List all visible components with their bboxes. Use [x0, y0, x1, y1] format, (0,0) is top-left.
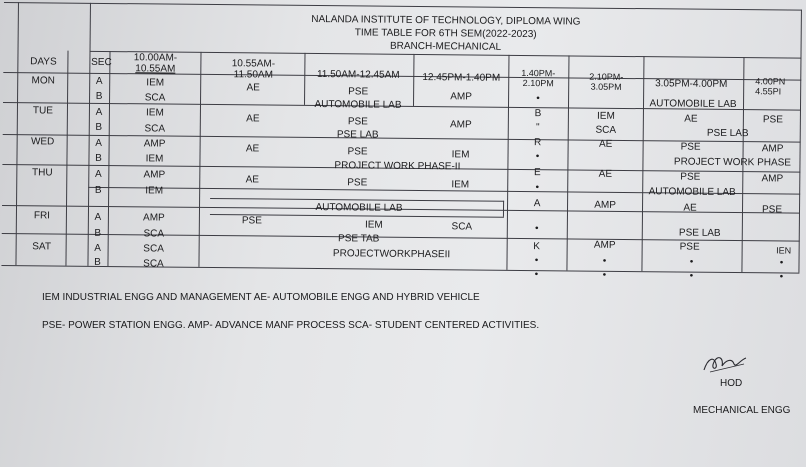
- cell: PSE: [680, 171, 701, 183]
- cell: PROJECTWORKPHASEII: [332, 248, 451, 261]
- day-thu: THU: [32, 167, 53, 179]
- col-t3: 11.50AM-12.45AM: [316, 69, 400, 81]
- cell: PSE: [679, 241, 700, 253]
- dept-label: MECHANICAL ENGG: [693, 405, 791, 416]
- sec-b: B: [94, 184, 102, 196]
- col-t6-end: 3.05PM: [590, 81, 622, 92]
- cell: AMP: [143, 138, 166, 150]
- legend-line: IEM INDUSTRIAL ENGG AND MANAGEMENT AE- AUTOMOBILE ENGG AND HYBRID VEHICLE: [42, 292, 480, 303]
- col-sec: SEC: [91, 56, 112, 69]
- signature-scribble: [700, 350, 760, 374]
- cell: IEM: [145, 107, 164, 119]
- day-wed: WED: [30, 136, 55, 148]
- day-sat: SAT: [32, 241, 52, 253]
- grid-line: [4, 2, 802, 11]
- cell: PSE: [761, 204, 783, 216]
- cell: AE: [683, 202, 697, 214]
- cell: AMP: [450, 91, 472, 103]
- cell: AE: [598, 138, 613, 150]
- cell: IEM: [146, 77, 165, 89]
- timetable: [1, 0, 802, 288]
- cell: AE: [246, 113, 260, 125]
- cell: AUTOMOBILE LAB: [315, 201, 403, 214]
- cell: K: [533, 241, 541, 253]
- col-days: DAYS: [30, 56, 57, 68]
- cell: AE: [245, 174, 260, 186]
- cell: R: [533, 137, 542, 149]
- col-t2-start: 10.55AM-: [231, 58, 276, 70]
- cell: PROJECT WORK PHASE: [673, 156, 792, 169]
- cell: PSE: [347, 146, 368, 158]
- cell: AE: [246, 82, 260, 94]
- sec-a: A: [95, 106, 103, 118]
- cell: •: [602, 255, 607, 267]
- col-t2-end: 11.50AM: [233, 69, 273, 81]
- cell: PROJECT WORK PHASE-II: [334, 160, 461, 173]
- day-fri: FRI: [33, 210, 51, 222]
- col-t8-start: 4.00PN: [755, 76, 786, 87]
- cell: AMP: [143, 169, 166, 181]
- cell: E: [533, 167, 541, 179]
- sec-a: A: [94, 211, 102, 223]
- sec-a: A: [95, 137, 103, 149]
- day-mon: MON: [31, 75, 55, 87]
- sec-b: B: [95, 121, 103, 133]
- cell: PSE: [241, 215, 262, 227]
- cell: SCA: [143, 228, 165, 240]
- cell: SCA: [144, 123, 166, 135]
- cell: ": [535, 122, 540, 134]
- cell: •: [535, 182, 540, 194]
- sec-a: A: [94, 242, 102, 254]
- branch-name: BRANCH-MECHANICAL: [389, 40, 502, 53]
- col-t5-start: 1.40PM-: [521, 67, 556, 79]
- cell: AUTOMOBILE LAB: [314, 98, 402, 111]
- cell: IEM: [364, 219, 383, 231]
- cell: AE: [598, 168, 613, 180]
- cell: PSE LAB: [678, 227, 721, 239]
- cell: •: [535, 223, 539, 235]
- cell: IEM: [451, 149, 470, 161]
- grid-line: [798, 10, 802, 273]
- cell: IEM: [596, 110, 615, 122]
- cell: AMP: [594, 199, 616, 211]
- cell: •: [534, 255, 539, 267]
- sec-b: B: [95, 90, 103, 102]
- col-t8-end: 4.55PI: [755, 86, 782, 97]
- sec-a: A: [94, 168, 102, 180]
- cell: •: [779, 271, 784, 283]
- cell: PSE: [348, 86, 369, 98]
- col-t1-start: 10.00AM-: [133, 52, 178, 64]
- sec-b: B: [95, 152, 102, 164]
- cell: •: [536, 93, 540, 105]
- cell: •: [779, 257, 784, 269]
- legend-line: PSE- POWER STATION ENGG. AMP- ADVANCE MANF PROCESS SCA- STUDENT CENTERED ACTIVITIES.: [42, 320, 540, 331]
- cell: IEM: [451, 179, 470, 191]
- cell: SCA: [595, 124, 617, 136]
- cell: AMP: [143, 212, 165, 224]
- col-t4: 12.45PM-1.40PM: [422, 72, 501, 84]
- cell: PSE LAB: [706, 127, 749, 140]
- grid-line: [304, 53, 305, 105]
- day-tue: TUE: [32, 105, 53, 117]
- cell: IEM: [145, 185, 164, 197]
- cell: •: [534, 269, 539, 281]
- cell: AE: [245, 143, 260, 155]
- timetable-title: TIME TABLE FOR 6TH SEM(2022-2023): [354, 27, 537, 41]
- cell: AMP: [593, 239, 616, 251]
- cell: AE: [684, 113, 698, 125]
- cell: SCA: [144, 92, 166, 104]
- cell: A: [533, 198, 541, 210]
- cell: •: [689, 270, 694, 282]
- box-line: [210, 198, 504, 202]
- cell: PSE: [680, 141, 701, 153]
- cell: PSE LAB: [336, 129, 379, 141]
- cell: PSE TAB: [338, 233, 380, 245]
- cell: AUTOMOBILE LAB: [648, 186, 736, 199]
- cell: PSE: [347, 116, 368, 128]
- sec-a: A: [95, 75, 103, 87]
- cell: •: [535, 151, 540, 163]
- grid-line: [413, 54, 414, 106]
- cell: SCA: [451, 221, 473, 233]
- cell: PSE: [347, 177, 368, 189]
- cell: AUTOMOBILE LAB: [649, 98, 737, 111]
- col-t1-end: 10.55AM: [135, 63, 176, 75]
- col-t6-start: 2.10PM-: [589, 71, 624, 82]
- cell: •: [689, 256, 694, 268]
- grid-line: [1, 265, 799, 274]
- cell: SCA: [143, 258, 164, 270]
- sec-b: B: [94, 256, 101, 268]
- cell: IEM: [145, 153, 164, 165]
- col-t7: 3.05PM-4.00PM: [655, 78, 728, 90]
- box-line: [503, 201, 504, 217]
- cell: AMP: [761, 143, 784, 155]
- institute-name: NALANDA INSTITUTE OF TECHNOLOGY, DIPLOMA WING: [311, 13, 581, 28]
- cell: SCA: [143, 243, 164, 255]
- cell: AMP: [761, 173, 784, 185]
- sec-b: B: [94, 227, 102, 239]
- cell: PSE: [762, 114, 783, 126]
- cell: B: [534, 108, 542, 120]
- hod-label: HOD: [720, 378, 743, 389]
- cell: •: [602, 269, 607, 281]
- col-t5-end: 2.10PM: [522, 77, 554, 89]
- cell: IEN: [776, 245, 792, 256]
- cell: AMP: [449, 119, 472, 131]
- signature-block: [688, 350, 798, 420]
